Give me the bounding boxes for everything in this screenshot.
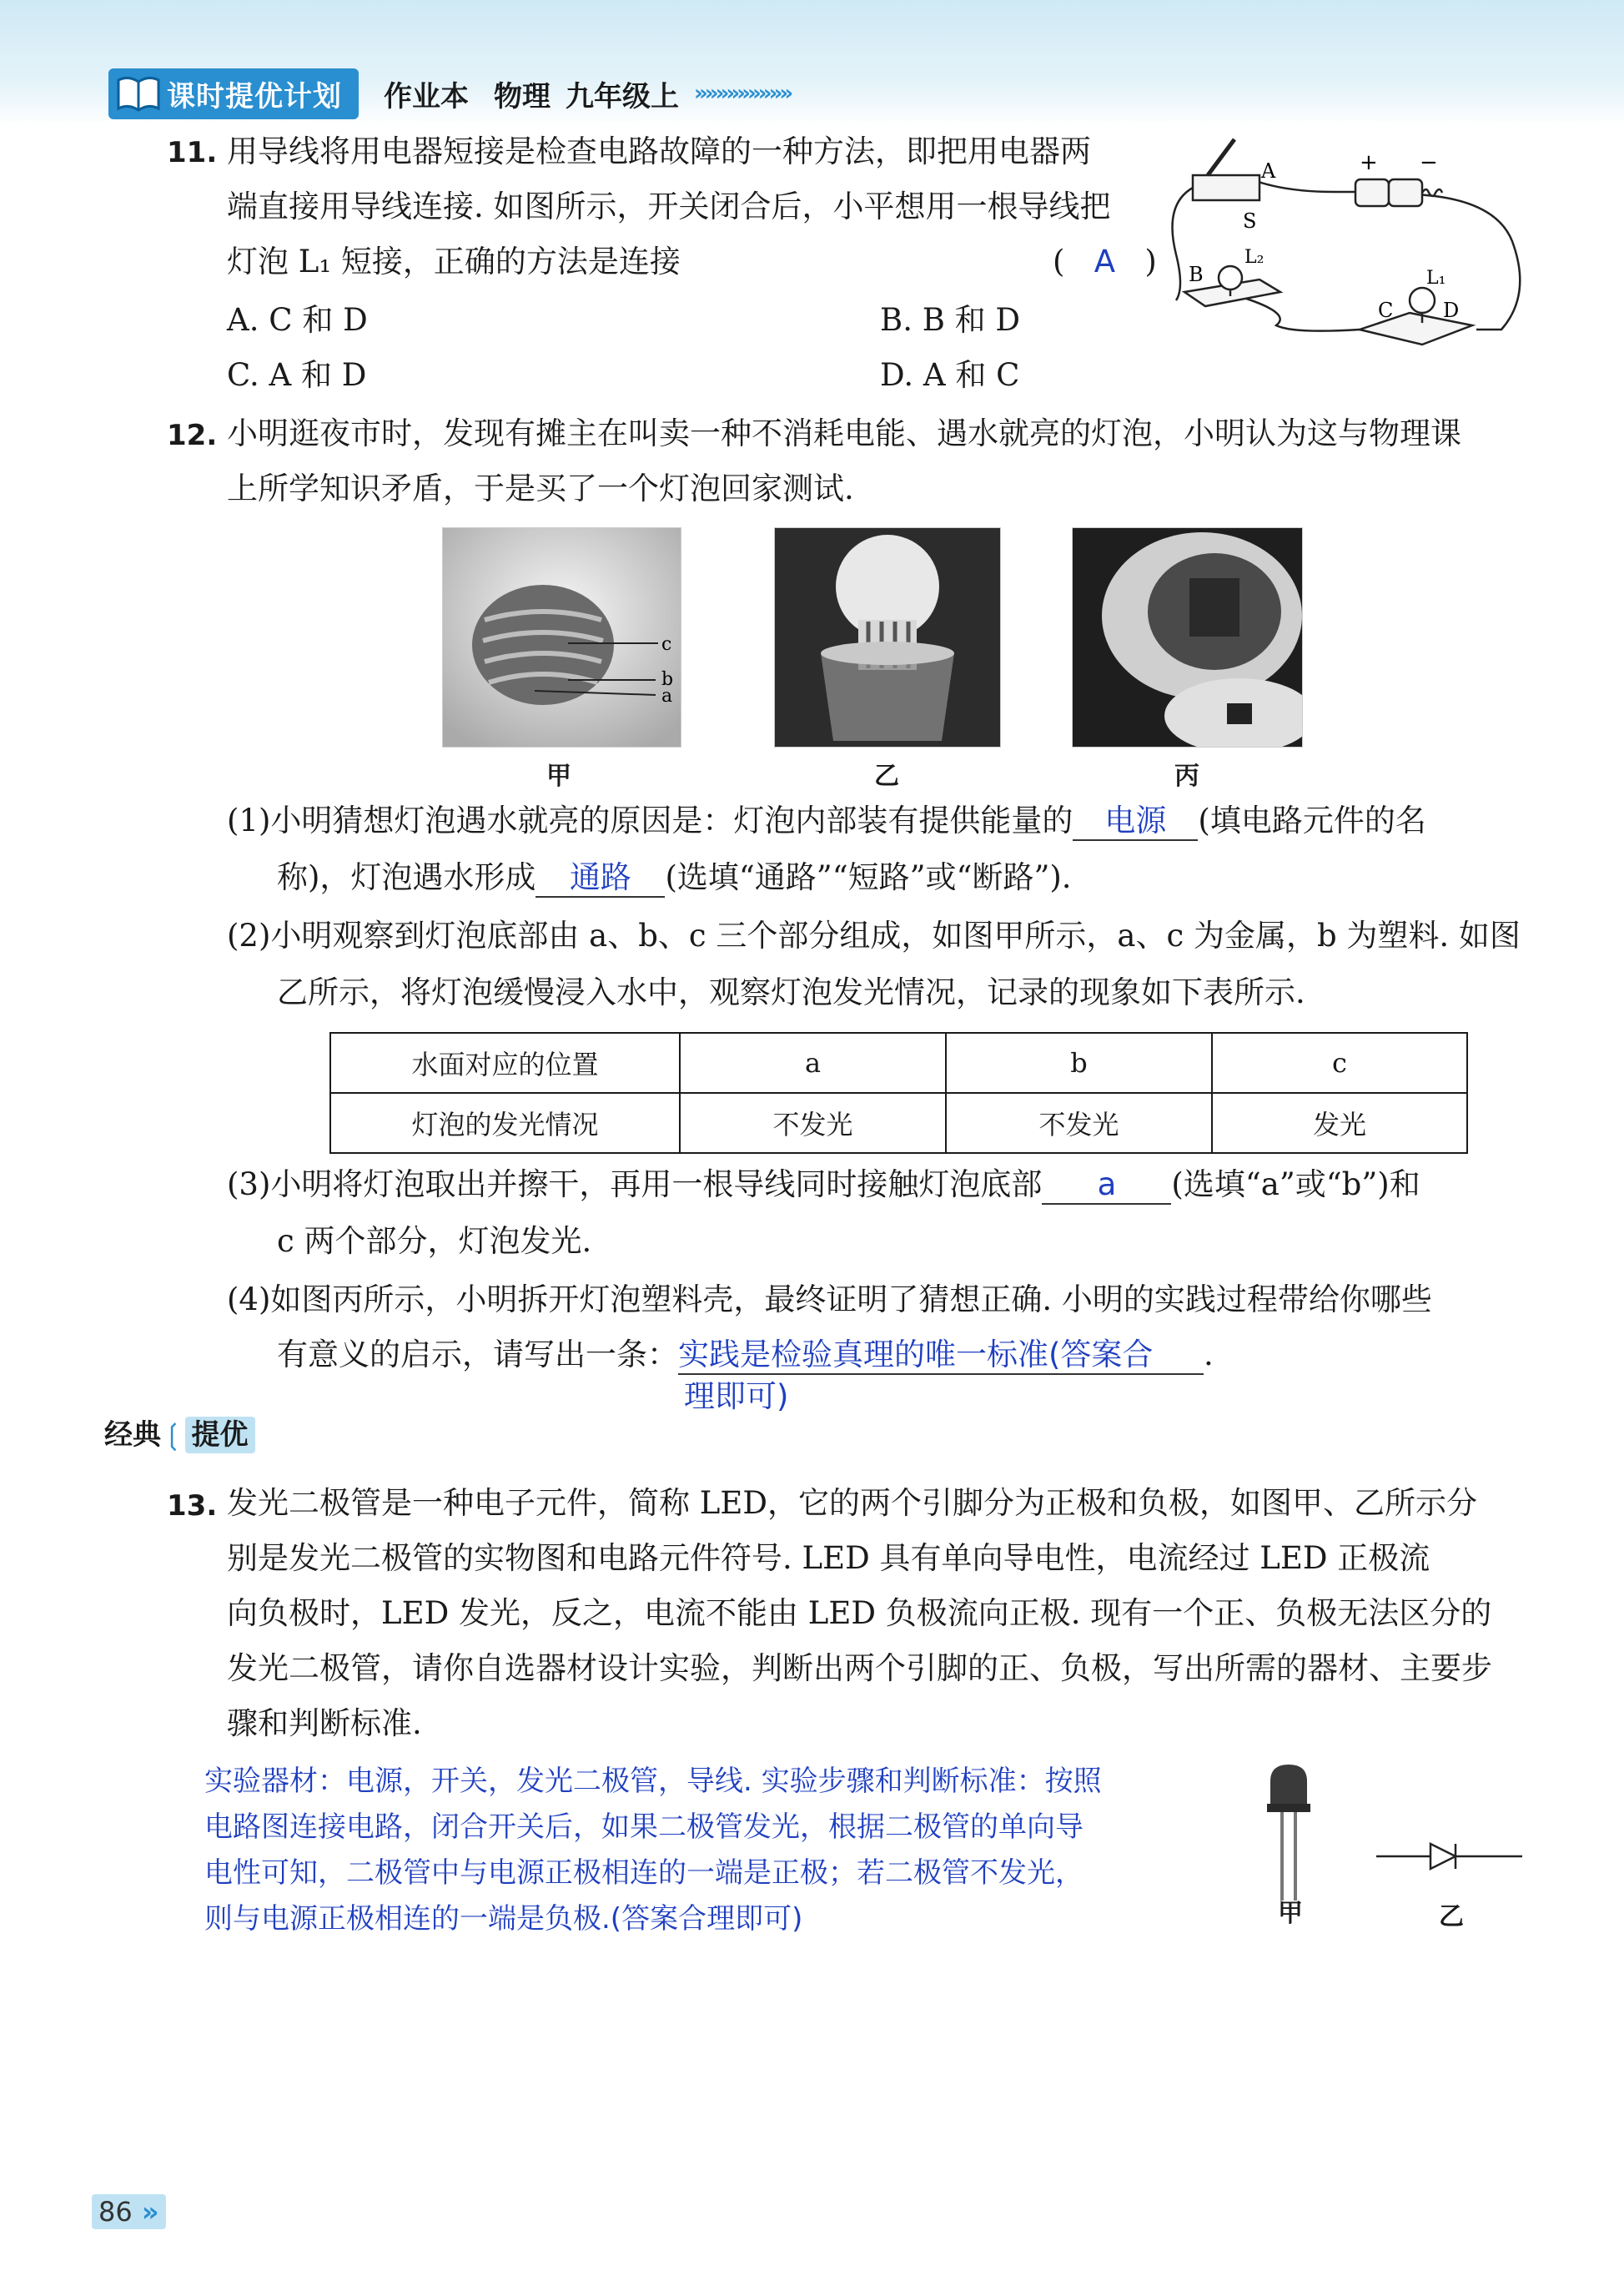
photo-label-a: a [661,686,673,707]
q11-line-3: 灯泡 L₁ 短接，正确的方法是连接 [227,244,681,279]
led-caption-jia: 甲 [1278,1899,1303,1928]
q13-answer [204,1759,1239,1942]
table-header-cell: c [1212,1033,1467,1093]
q11-line-2: 端直接用导线连接. 如图所示，开关闭合后，小平想用一根导线把 [227,189,1111,224]
q12-p4-line2 [277,1337,1214,1375]
q12-p4-answer-line1: 实践是检验真理的唯一标准(答案合 [678,1337,1204,1375]
photo-jia-bulb-base [442,527,681,748]
label-l1: L₁ [1426,268,1446,289]
q12-blank-part: a [1042,1166,1171,1205]
q12-p1-text-b: (填电路元件的名 [1198,803,1426,838]
subject-title: 物理 [494,79,551,113]
grade-title: 九年级上 [566,79,679,113]
caption-jia: 甲 [546,762,571,791]
table-row [330,1093,1467,1153]
led-caption-yi: 乙 [1439,1902,1464,1931]
page-number-text: 86 [98,2196,133,2228]
label-a: A [1261,159,1276,183]
label-s: S [1243,209,1257,233]
q12-p3-text-a: (3)小明将灯泡取出并擦干，再用一根导线同时接触灯泡底部 [227,1166,1043,1202]
q12-blank-power: 电源 [1073,803,1198,841]
table-header-cell: 水面对应的位置 [330,1033,680,1093]
book-title: 作业本 [384,79,469,113]
q12-p1-text-d: (选填“通路”“短路”或“断路”). [665,859,1072,895]
q13-line-2: 别是发光二极管的实物图和电路元件符号. LED 具有单向导电性，电流经过 LED 正极流 [227,1540,1430,1576]
page-header [108,68,790,118]
header-arrows: »»»»»»»»» [694,81,791,106]
q12-p3-text-b: (选填“a”或“b”)和 [1171,1166,1420,1202]
q11-option-d: D. A 和 C [880,357,1020,393]
q12-p4-line1: (4)如图丙所示，小明拆开灯泡塑料壳，最终证明了猜想正确. 小明的实践过程带给你哪些 [227,1281,1432,1317]
q12-p4-answer-line2: 理即可) [684,1378,789,1414]
photo-yi-bulb-in-water [774,527,1001,748]
table-header-cell: a [680,1033,946,1093]
q11-number: 11. [167,136,218,169]
photo-label-b: b [661,669,674,690]
q12-p1-line2 [277,859,1072,898]
q13-answer-line: 实验器材：电源，开关，发光二极管，导线. 实验步骤和判断标准：按照 [204,1765,1102,1798]
q13-number: 13. [167,1489,218,1523]
q12-number: 12. [167,419,218,452]
bracket-close: ) [1144,244,1157,279]
q12-p1-text-c: 称)，灯泡遇水形成 [277,859,536,895]
q11-option-b: B. B 和 D [880,302,1021,338]
brand-badge [108,68,359,119]
brand-text: 课时提优计划 [167,79,342,113]
label-l2: L₂ [1244,247,1265,268]
table-cell: 发光 [1212,1093,1467,1153]
q13-line-3: 向负极时，LED 发光，反之，电流不能由 LED 负极流向正极. 现有一个正、负极无法区分的 [227,1595,1492,1631]
q12-p4-period: . [1204,1337,1214,1372]
q13-line-1: 发光二极管是一种电子元件，简称 LED，它的两个引脚分为正极和负极，如图甲、乙所示分 [227,1485,1478,1521]
q11-option-a: A. C 和 D [227,302,368,338]
q12-intro-1: 小明逛夜市时，发现有摊主在叫卖一种不消耗电能、遇水就亮的灯泡，小明认为这与物理课 [227,415,1461,451]
table-row [330,1033,1467,1093]
q11-line-1: 用导线将用电器短接是检查电路故障的一种方法，即把用电器两 [227,133,1091,169]
label-c: C [1378,299,1394,322]
table-cell: 不发光 [680,1093,946,1153]
q12-p1-text-a: (1)小明猜想灯泡遇水就亮的原因是：灯泡内部装有提供能量的 [227,803,1073,838]
observation-table [329,1032,1468,1154]
q12-p2-line1: (2)小明观察到灯泡底部由 a、b、c 三个部分组成，如图甲所示，a、c 为金属，b 为塑料. 如图 [227,918,1521,954]
battery-plus: + [1360,150,1378,175]
q12-p2-line2: 乙所示，将灯泡缓慢浸入水中，观察灯泡发光情况，记录的现象如下表所示. [277,974,1305,1010]
bracket-open: ( [1053,244,1065,279]
q13-answer-line: 电路图连接电路，闭合开关后，如果二极管发光，根据二极管的单向导 [204,1810,1084,1845]
q12-intro-2: 上所学知识矛盾，于是买了一个灯泡回家测试. [227,471,854,506]
led-symbol-yi [1376,1835,1522,1877]
led-photo-jia [1255,1760,1322,1902]
q13-line-4: 发光二极管，请你自选器材设计实验，判断出两个引脚的正、负极，写出所需的器材、主要步 [227,1650,1492,1686]
q13-answer-line: 电性可知，二极管中与电源正极相连的一端是正极；若二极管不发光， [204,1856,1084,1891]
caption-yi: 乙 [874,762,899,791]
table-cell: 不发光 [946,1093,1212,1153]
q12-p3-line2: c 两个部分，灯泡发光. [277,1223,592,1259]
q11-answer: A [1094,244,1116,279]
q11-option-c: C. A 和 D [227,357,367,393]
q11-circuit-diagram [1159,129,1539,350]
section-tag: 经典❲ 提优 [104,1412,255,1453]
q13-answer-line: 则与电源正极相连的一端是负极.(答案合理即可) [204,1902,803,1936]
section-tag-right: 提优 [185,1417,255,1453]
battery-minus: − [1420,150,1438,175]
label-d: D [1443,299,1460,322]
table-header-cell: b [946,1033,1212,1093]
caption-bing: 丙 [1174,762,1199,791]
q12-p3-line1 [227,1166,1420,1205]
q12-blank-circuit: 通路 [535,859,665,898]
q12-p1-line1 [227,803,1426,841]
q11-answer-bracket [1053,244,1157,280]
photo-bing-disassembled [1072,527,1303,748]
table-cell: 灯泡的发光情况 [330,1093,680,1153]
q12-p4-text-b: 有意义的启示，请写出一条： [277,1337,678,1372]
section-tag-left: 经典 [104,1418,161,1452]
label-b: B [1189,263,1204,286]
page-number: 86 » [92,2194,166,2229]
q13-line-5: 骤和判断标准. [227,1705,422,1741]
book-icon [115,72,162,113]
photo-label-c: c [661,634,672,655]
